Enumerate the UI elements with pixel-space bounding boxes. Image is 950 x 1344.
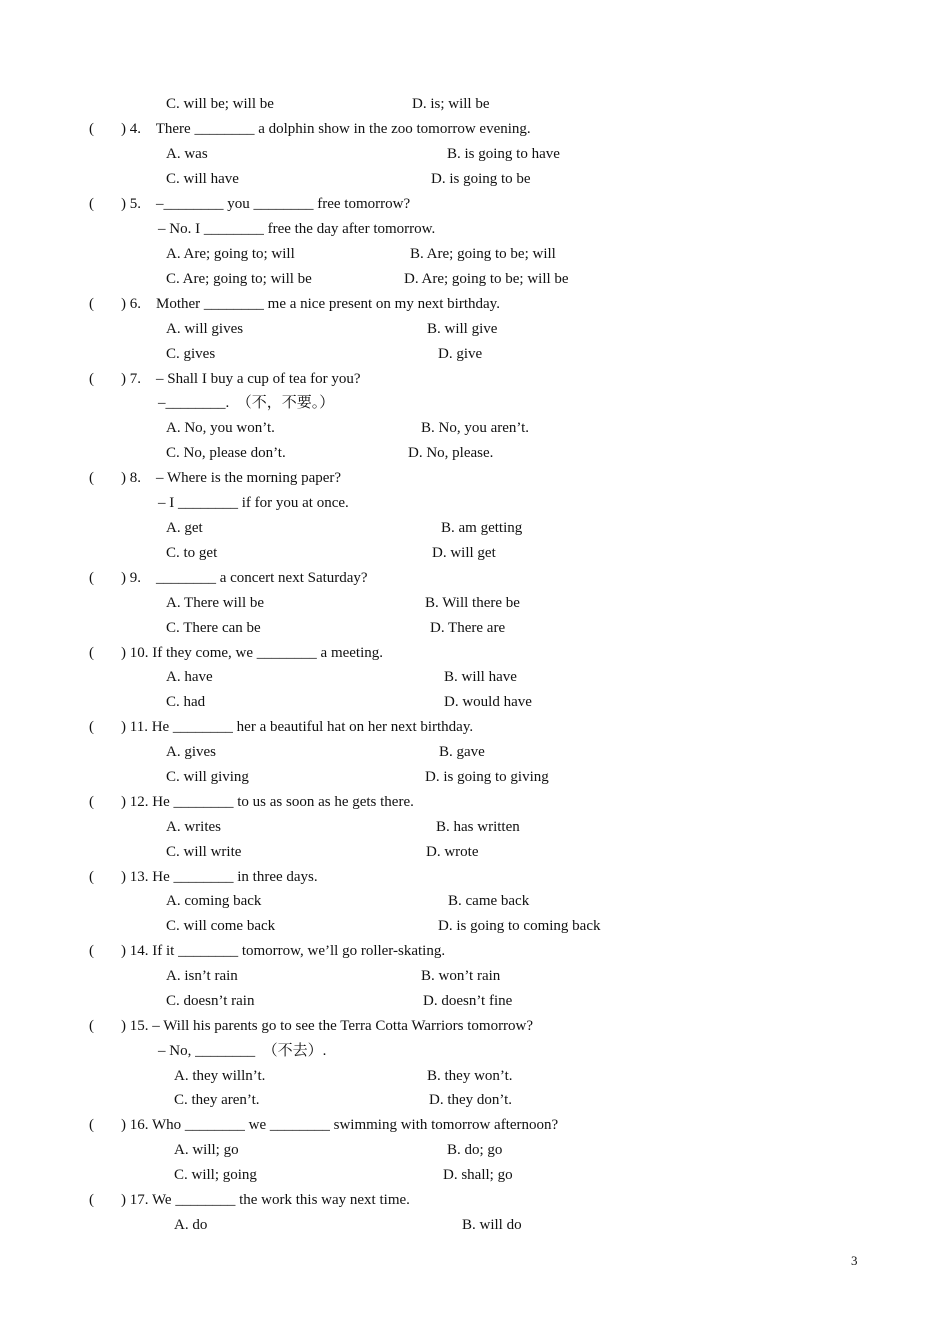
- answer-paren: (: [89, 296, 94, 312]
- text-line: ) 7. – Shall I buy a cup of tea for you?: [121, 371, 361, 387]
- text-line: D. they don’t.: [429, 1092, 513, 1108]
- text-line: D. is going to coming back: [438, 918, 601, 934]
- answer-paren: (: [89, 121, 94, 137]
- page-number: 3: [851, 1253, 858, 1268]
- answer-paren: (: [89, 1018, 94, 1034]
- answer-paren: (: [89, 470, 94, 486]
- text-line: C. Are; going to; will be: [166, 271, 312, 287]
- text-line: A. get: [166, 520, 203, 536]
- text-line: D. is going to be: [431, 171, 531, 187]
- text-line: C. will; going: [174, 1167, 257, 1183]
- text-line: C. will come back: [166, 918, 276, 934]
- text-line: D. Are; going to be; will be: [404, 271, 569, 287]
- text-line: B. they won’t.: [427, 1068, 513, 1084]
- text-line: A. do: [174, 1217, 208, 1233]
- text-line: D. is; will be: [412, 96, 490, 112]
- text-line: –________. （不，不要。）: [158, 395, 335, 411]
- text-line: B. is going to have: [447, 146, 560, 162]
- text-line: D. wrote: [426, 844, 479, 860]
- text-line: C. will write: [166, 844, 242, 860]
- text-line: B. won’t rain: [421, 968, 501, 984]
- text-line: D. is going to giving: [425, 769, 549, 785]
- text-line: C. they aren’t.: [174, 1092, 260, 1108]
- text-line: ) 4. There ________ a dolphin show in the zoo tomorrow evening.: [121, 121, 531, 137]
- text-line: ) 17. We ________ the work this way next time.: [121, 1192, 410, 1208]
- text-line: A. writes: [166, 819, 221, 835]
- text-line: – No. I ________ free the day after tomorrow.: [158, 221, 436, 237]
- text-line: ) 6. Mother ________ me a nice present on my next birthday.: [121, 296, 500, 312]
- text-line: ) 9. ________ a concert next Saturday?: [121, 570, 368, 586]
- text-line: ) 16. Who ________ we ________ swimming with tomorrow afternoon?: [121, 1117, 559, 1133]
- text-line: D. will get: [432, 545, 496, 561]
- text-line: A. they willn’t.: [174, 1068, 266, 1084]
- text-line: C. had: [166, 694, 206, 710]
- text-line: ) 15. – Will his parents go to see the Terra Cotta Warriors tomorrow?: [121, 1018, 534, 1034]
- text-line: B. will do: [462, 1217, 522, 1233]
- answer-paren: (: [89, 371, 94, 387]
- answer-paren: (: [89, 869, 94, 885]
- answer-paren: (: [89, 1117, 94, 1133]
- text-line: D. give: [438, 346, 483, 362]
- text-line: D. would have: [444, 694, 532, 710]
- text-line: B. came back: [448, 893, 530, 909]
- text-line: – No, ________ （不去）.: [158, 1043, 327, 1059]
- text-line: D. shall; go: [443, 1167, 513, 1183]
- text-line: ) 10. If they come, we ________ a meeting.: [121, 645, 384, 661]
- text-line: B. will give: [427, 321, 498, 337]
- text-line: C. will giving: [166, 769, 249, 785]
- text-line: A. have: [166, 669, 213, 685]
- text-line: A. will; go: [174, 1142, 239, 1158]
- text-line: ) 14. If it ________ tomorrow, we’ll go roller-skating.: [121, 943, 446, 959]
- answer-paren: (: [89, 1192, 94, 1208]
- text-line: B. gave: [439, 744, 485, 760]
- text-line: D. No, please.: [408, 445, 494, 461]
- text-line: D. doesn’t fine: [423, 993, 513, 1009]
- text-line: B. Will there be: [425, 595, 520, 611]
- text-line: – I ________ if for you at once.: [158, 495, 349, 511]
- answer-paren: (: [89, 645, 94, 661]
- text-line: C. will have: [166, 171, 239, 187]
- text-line: A. Are; going to; will: [166, 246, 295, 262]
- text-line: A. isn’t rain: [166, 968, 238, 984]
- text-line: B. will have: [444, 669, 517, 685]
- answer-paren: (: [89, 794, 94, 810]
- text-line: A. was: [166, 146, 208, 162]
- answer-paren: (: [89, 196, 94, 212]
- text-line: ) 8. – Where is the morning paper?: [121, 470, 342, 486]
- text-line: C. gives: [166, 346, 216, 362]
- text-line: A. No, you won’t.: [166, 420, 275, 436]
- text-line: B. has written: [436, 819, 520, 835]
- answer-paren: (: [89, 570, 94, 586]
- text-line: C. doesn’t rain: [166, 993, 255, 1009]
- text-line: D. There are: [430, 620, 506, 636]
- text-line: ) 5. –________ you ________ free tomorrow?: [121, 196, 411, 212]
- text-line: C. to get: [166, 545, 218, 561]
- text-line: C. will be; will be: [166, 96, 274, 112]
- text-line: B. Are; going to be; will: [410, 246, 556, 262]
- answer-paren: (: [89, 943, 94, 959]
- text-line: ) 13. He ________ in three days.: [121, 869, 318, 885]
- text-line: A. There will be: [166, 595, 265, 611]
- text-line: C. No, please don’t.: [166, 445, 286, 461]
- text-line: B. No, you aren’t.: [421, 420, 530, 436]
- text-line: B. do; go: [447, 1142, 503, 1158]
- text-line: ) 12. He ________ to us as soon as he gets there.: [121, 794, 414, 810]
- text-line: B. am getting: [441, 520, 523, 536]
- text-line: A. gives: [166, 744, 216, 760]
- text-line: ) 11. He ________ her a beautiful hat on her next birthday.: [121, 719, 474, 735]
- answer-paren: (: [89, 719, 94, 735]
- text-line: A. will gives: [166, 321, 244, 337]
- text-line: A. coming back: [166, 893, 262, 909]
- text-line: C. There can be: [166, 620, 261, 636]
